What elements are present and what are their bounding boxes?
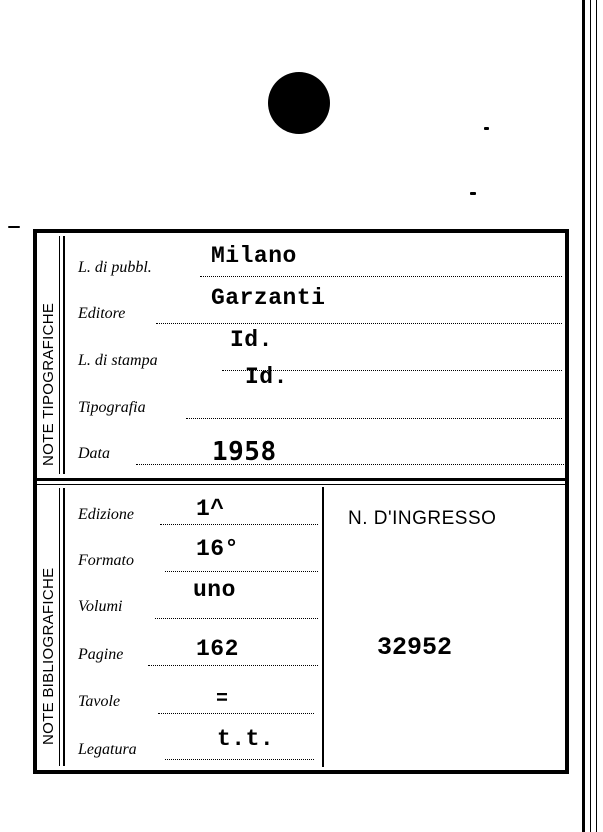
field-label-volumi: Volumi	[78, 598, 123, 615]
punch-hole	[268, 72, 330, 134]
field-line	[165, 759, 314, 760]
field-value-volumi: uno	[193, 577, 236, 603]
field-line	[136, 464, 566, 465]
section-title-tipografiche: NOTE TIPOGRAFICHE	[40, 302, 57, 466]
field-label-data: Data	[78, 445, 110, 462]
ink-speck	[484, 127, 489, 130]
title-column-rule	[63, 488, 65, 766]
card-edge-line	[590, 0, 591, 832]
field-value-formato: 16°	[196, 536, 239, 562]
field-value-data: 1958	[212, 437, 277, 467]
field-value-tavole: =	[216, 688, 229, 711]
field-value-editore: Garzanti	[211, 285, 326, 311]
section-divider	[36, 484, 566, 485]
field-line	[186, 418, 562, 419]
field-line	[160, 524, 318, 525]
title-column-rule	[59, 236, 60, 474]
ink-speck	[8, 226, 20, 228]
section-divider	[36, 478, 566, 481]
field-line	[200, 276, 562, 277]
field-label-legatura: Legatura	[78, 741, 137, 758]
section-title-bibliografiche: NOTE BIBLIOGRAFICHE	[40, 567, 57, 745]
title-column-rule	[63, 236, 65, 474]
field-line	[165, 571, 318, 572]
field-value-edizione: 1^	[196, 496, 225, 522]
field-line	[148, 665, 318, 666]
field-label-editore: Editore	[78, 305, 126, 322]
ingresso-label: N. D'INGRESSO	[348, 508, 497, 529]
field-value-luogo-stampa: Id.	[230, 327, 273, 353]
ink-speck	[470, 192, 476, 195]
field-line	[156, 323, 562, 324]
field-value-pagine: 162	[196, 636, 239, 662]
title-column-rule	[59, 488, 60, 766]
ingresso-column-rule	[322, 487, 324, 767]
field-label-pagine: Pagine	[78, 646, 124, 663]
field-label-luogo-pubblicazione: L. di pubbl.	[78, 259, 152, 276]
field-line	[158, 713, 314, 714]
field-label-tipografia: Tipografia	[78, 399, 146, 416]
field-value-legatura: t.t.	[217, 726, 275, 752]
field-label-tavole: Tavole	[78, 693, 121, 710]
field-label-luogo-stampa: L. di stampa	[78, 352, 158, 369]
field-value-luogo-pubblicazione: Milano	[211, 243, 297, 269]
field-label-edizione: Edizione	[78, 506, 134, 523]
field-label-formato: Formato	[78, 552, 134, 569]
card-edge-line	[582, 0, 585, 832]
ingresso-number: 32952	[377, 633, 453, 662]
card-edge-line	[596, 0, 597, 832]
field-value-luogo-stampa-extra: Id.	[245, 364, 288, 390]
field-line	[155, 618, 318, 619]
